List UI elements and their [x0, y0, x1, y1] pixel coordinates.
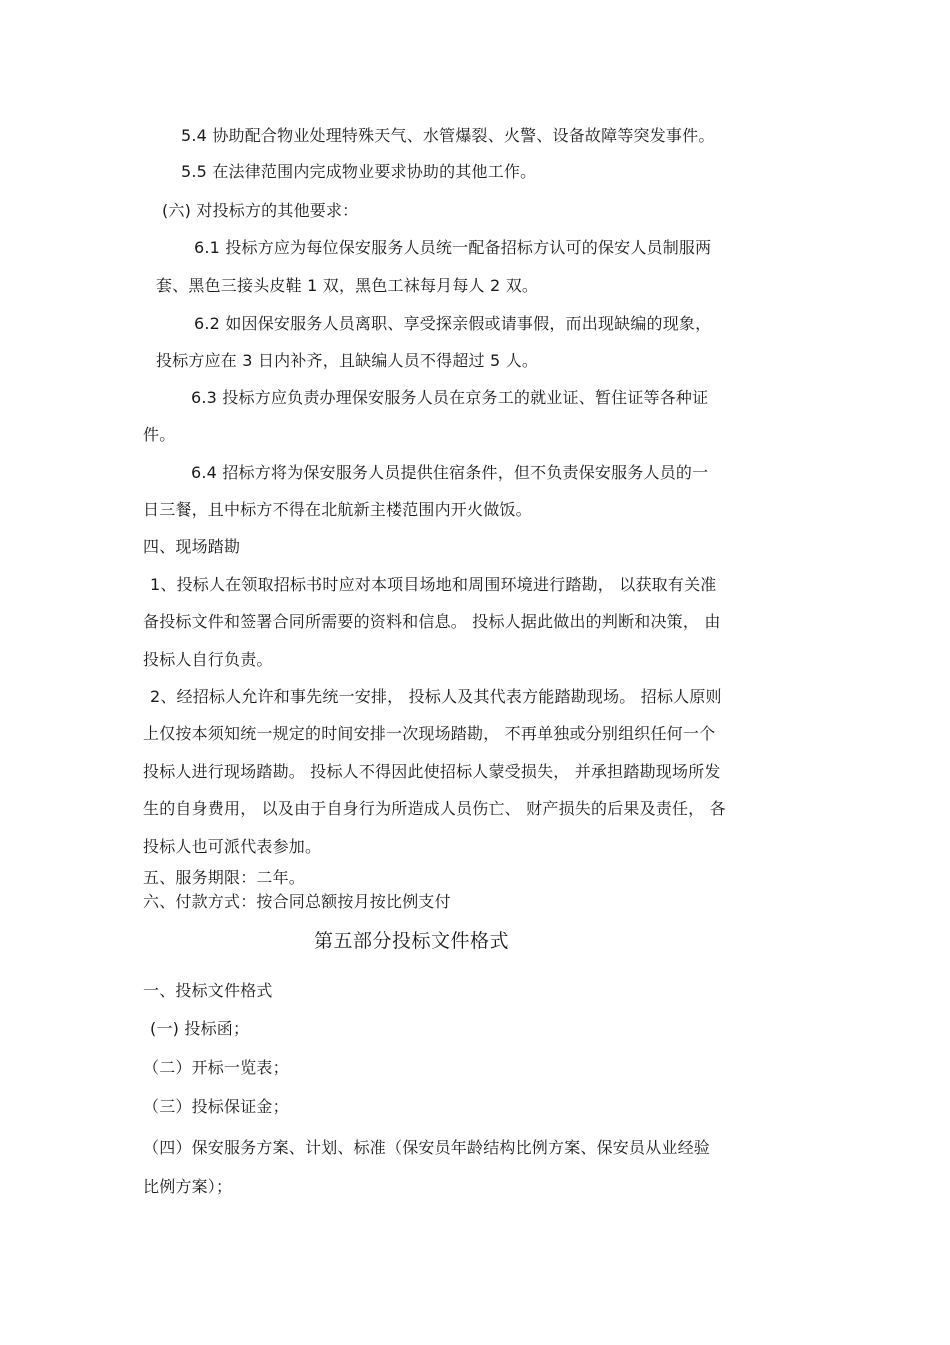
text-line: 1、投标人在领取招标书时应对本项目场地和周围环境进行踏勘， 以获取有关准	[150, 575, 717, 594]
text-line: 投标人进行现场踏勘。 投标人不得因此使招标人蒙受损失， 并承担踏勘现场所发	[143, 762, 721, 781]
text-line: 投标方应在 3 日内补齐，且缺编人员不得超过 5 人。	[156, 351, 539, 370]
section-heading: 四、现场踏勘	[143, 537, 241, 556]
text-line: 备投标文件和签署合同所需要的资料和信息。 投标人据此做出的判断和决策， 由	[143, 612, 721, 631]
text-line: 6.3 投标方应负责办理保安服务人员在京务工的就业证、暂住证等各种证	[191, 388, 709, 407]
section-heading: 六、付款方式：按合同总额按月按比例支付	[143, 892, 451, 911]
section-title: 第五部分投标文件格式	[314, 930, 510, 952]
text-line: 上仅按本须知统一规定的时间安排一次现场踏勘， 不再单独或分别组织任何一个	[143, 724, 716, 743]
text-line: 6.1 投标方应为每位保安服务人员统一配备招标方认可的保安人员制服两	[194, 238, 712, 257]
text-line: 投标人也可派代表参加。	[143, 837, 322, 856]
text-line: 生的自身费用， 以及由于自身行为所造成人员伤亡、 财产损失的后果及责任， 各	[143, 799, 726, 818]
section-heading: 五、服务期限：二年。	[143, 868, 306, 887]
section-heading: 一、投标文件格式	[143, 981, 273, 1000]
text-line: 投标人自行负责。	[143, 650, 273, 669]
text-line: 件。	[143, 425, 176, 444]
text-line: 5.4 协助配合物业处理特殊天气、水管爆裂、火警、设备故障等突发事件。	[181, 126, 715, 145]
list-item: (一) 投标函；	[150, 1019, 250, 1038]
list-item: （四）保安服务方案、计划、标准（保安员年龄结构比例方案、保安员从业经验	[143, 1138, 711, 1157]
text-line: 6.4 招标方将为保安服务人员提供住宿条件，但不负责保安服务人员的一	[191, 463, 709, 482]
list-item: （三）投标保证金；	[143, 1097, 289, 1116]
text-line: 6.2 如因保安服务人员离职、享受探亲假或请事假，而出现缺编的现象，	[194, 314, 712, 333]
text-line: 日三餐，且中标方不得在北航新主楼范围内开火做饭。	[143, 500, 532, 519]
text-line: (六) 对投标方的其他要求：	[162, 201, 359, 220]
list-item: （二）开标一览表；	[143, 1058, 289, 1077]
text-line: 2、经招标人允许和事先统一安排， 投标人及其代表方能踏勘现场。 招标人原则	[150, 687, 722, 706]
text-line: 5.5 在法律范围内完成物业要求协助的其他工作。	[181, 162, 537, 181]
text-line: 比例方案）；	[143, 1177, 233, 1196]
text-line: 套、黑色三接头皮鞋 1 双，黑色工袜每月每人 2 双。	[156, 276, 539, 295]
